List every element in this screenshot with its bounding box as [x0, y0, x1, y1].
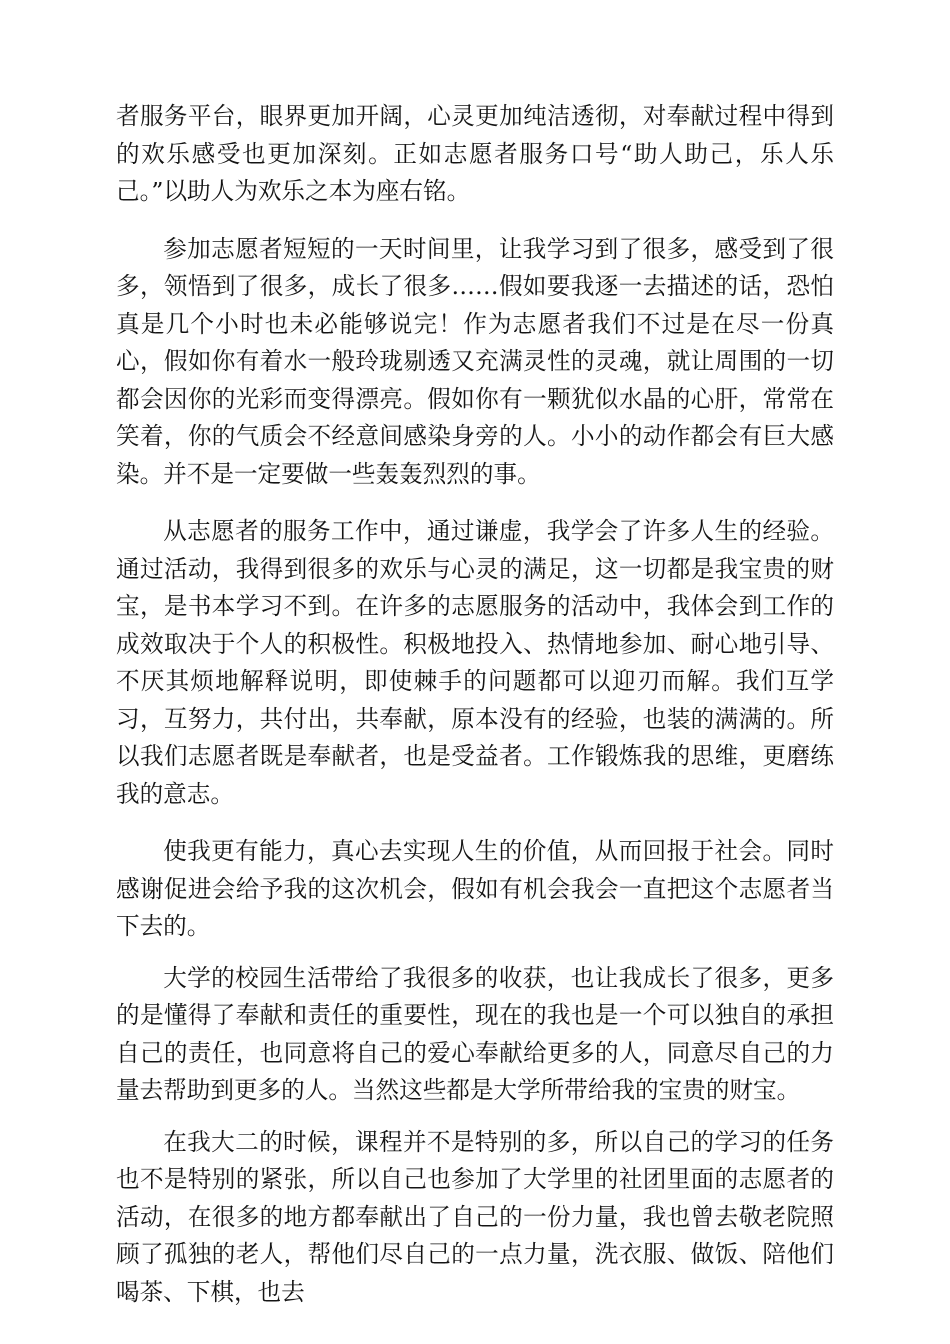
document-body	[116, 98, 834, 1331]
paragraph-1: 者服务平台，眼界更加开阔，心灵更加纯洁透彻，对奉献过程中得到的欢乐感受也更加深刻。正如志愿者服务口号“助人助己，乐人乐己。”以助人为欢乐之本为座右铭。	[116, 102, 834, 205]
paragraph-4: 使我更有能力，真心去实现人生的价值，从而回报于社会。同时感谢促进会给予我的这次机会，假如有机会我会一直把这个志愿者当下去的。	[116, 837, 834, 940]
paragraph-6: 在我大二的时候，课程并不是特别的多，所以自己的学习的任务也不是特别的紧张，所以自己也参加了大学里的社团里面的志愿者的活动，在很多的地方都奉献出了自己的一份力量，我也曾去敬老院照顾了孤独的老人，帮他们尽自己的一点力量，洗衣服、做饭、陪他们喝茶、下棋，也去	[116, 1127, 834, 1306]
paragraph-5: 大学的校园生活带给了我很多的收获，也让我成长了很多，更多的是懂得了奉献和责任的重要性，现在的我也是一个可以独自的承担自己的责任，也同意将自己的爱心奉献给更多的人，同意尽自己的力量去帮助到更多的人。当然这些都是大学所带给我的宝贵的财宝。	[116, 963, 834, 1104]
paragraph-3: 从志愿者的服务工作中，通过谦虚，我学会了许多人生的经验。通过活动，我得到很多的欢乐与心灵的满足，这一切都是我宝贵的财宝，是书本学习不到。在许多的志愿服务的活动中，我体会到工作的成效取决于个人的积极性。积极地投入、热情地参加、耐心地引导、不厌其烦地解释说明，即使棘手的问题都可以迎刃而解。我们互学习，互努力，共付出，共奉献，原本没有的经验，也装的满满的。所以我们志愿者既是奉献者，也是受益者。工作锻炼我的思维，更磨练我的意志。	[116, 517, 834, 808]
paragraph-2: 参加志愿者短短的一天时间里，让我学习到了很多，感受到了很多，领悟到了很多，成长了很多……假如要我逐一去描述的话，恐怕真是几个小时也未必能够说完！作为志愿者我们不过是在尽一份真心，假如你有着水一般玲珑剔透又充满灵性的灵魂，就让周围的一切都会因你的光彩而变得漂亮。假如你有一颗犹似水晶的心肝，常常在笑着，你的气质会不经意间感染身旁的人。小小的动作都会有巨大感染。并不是一定要做一些轰轰烈烈的事。	[116, 234, 834, 488]
